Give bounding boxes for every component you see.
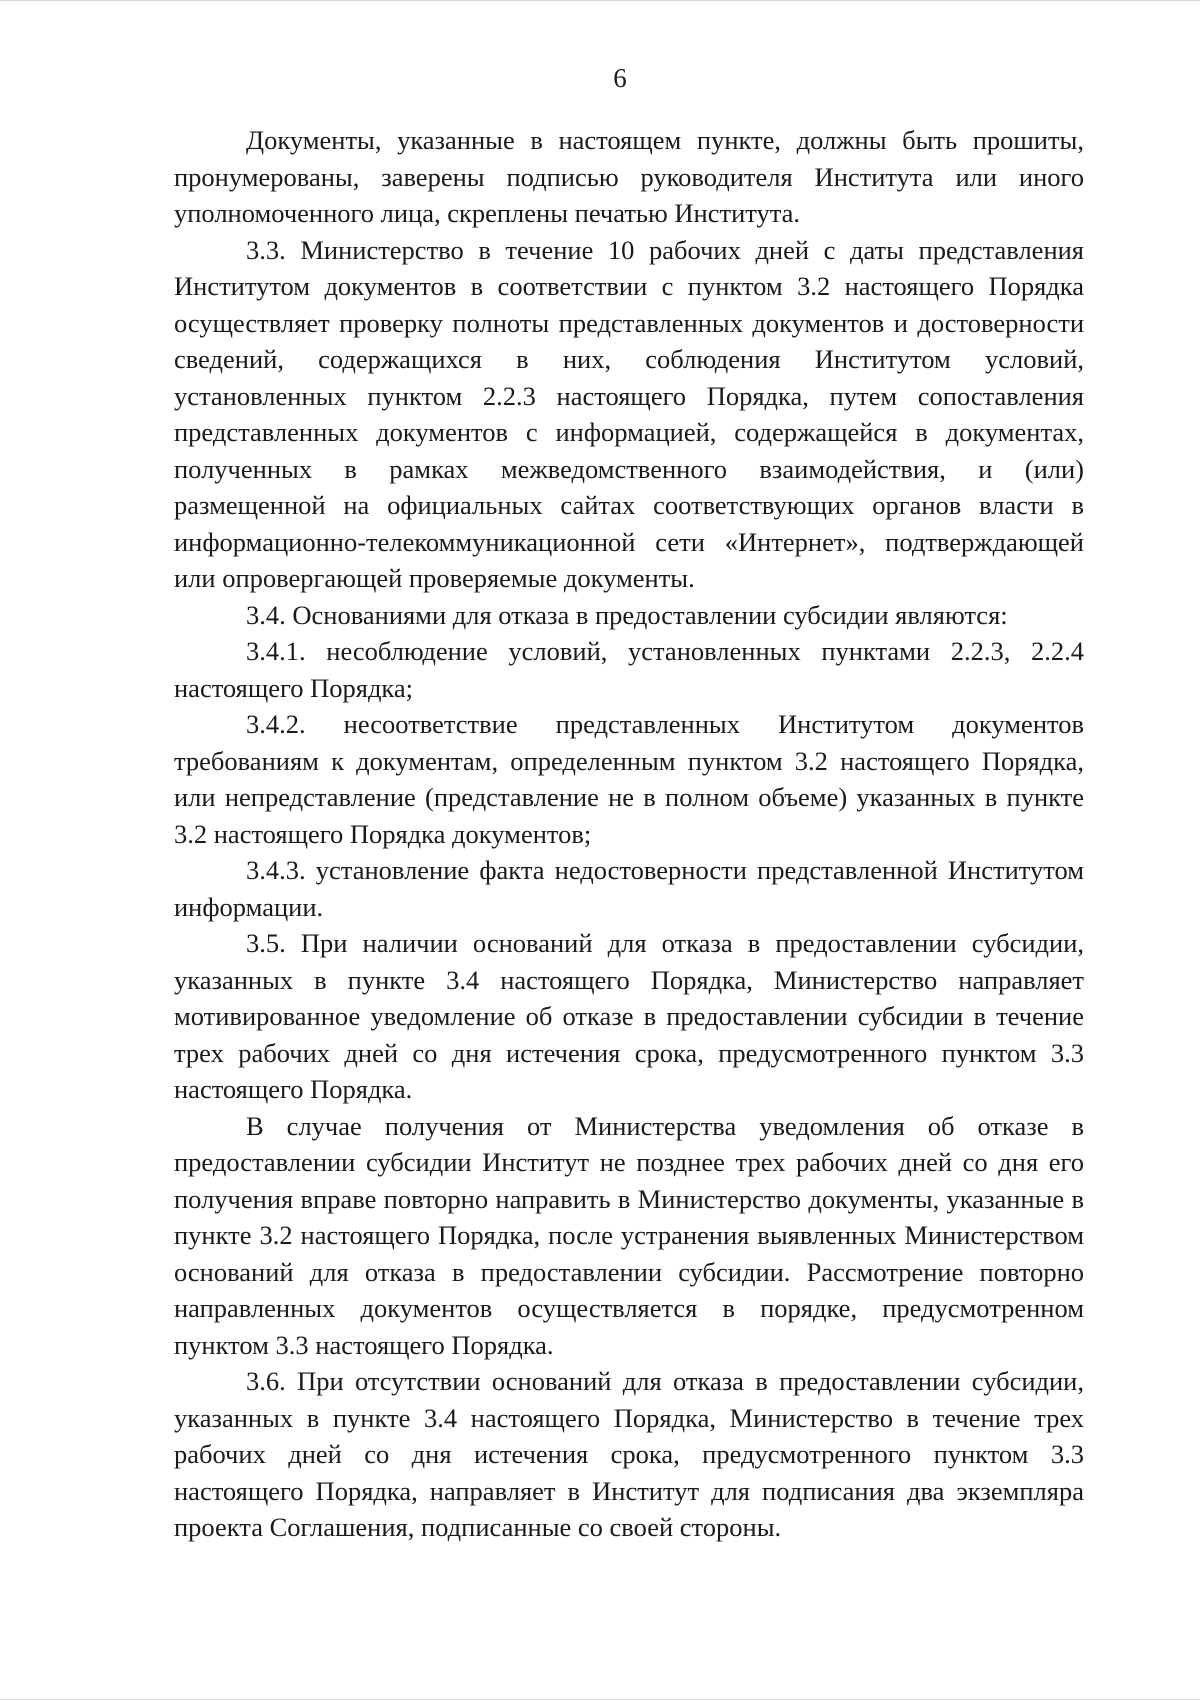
paragraph-documents-requirements: Документы, указанные в настоящем пункте, должны быть прошиты, пронумерованы, заверены подписью руководителя Института или иного уполномоченного лица, скреплены печатью Института. <box>174 125 1084 228</box>
paragraph-refusal-resubmission: В случае получения от Министерства уведомления об отказе в предоставлении субсидии Институт не позднее трех рабочих дней со дня его получения вправе повторно направить в Министерство документы, указанные в пункте 3.2 настоящего Порядка, после устранения выявленных Министерством оснований для отказа в предоставлении субсидии. Рассмотрение повторно направленных документов осуществляется в порядке, предусмотренном пунктом 3.3 настоящего Порядка. <box>174 1110 1084 1360</box>
document-body <box>174 122 1084 1546</box>
paragraph-3-6: 3.6. При отсутствии оснований для отказа в предоставлении субсидии, указанных в пункте 3.4 настоящего Порядка, Министерство в течение трех рабочих дней со дня истечения срока, предусмотренного пунктом 3.3 настоящего Порядка, направляет в Институт для подписания два экземпляра проекта Соглашения, подписанные со своей стороны. <box>174 1366 1084 1542</box>
paragraph-3-4: 3.4. Основаниями для отказа в предоставлении субсидии являются: <box>246 599 1008 630</box>
page-number: 6 <box>613 63 627 93</box>
paragraph-3-4-1: 3.4.1. несоблюдение условий, установленных пунктами 2.2.3, 2.2.4 настоящего Порядка; <box>174 636 1084 703</box>
paragraph-3-4-3: 3.4.3. установление факта недостоверности представленной Институтом информации. <box>174 855 1084 922</box>
paragraph-3-5: 3.5. При наличии оснований для отказа в предоставлении субсидии, указанных в пункте 3.4 настоящего Порядка, Министерство направляет мотивированное уведомление об отказе в предоставлении субсидии в течение трех рабочих дней со дня истечения срока, предусмотренного пунктом 3.3 настоящего Порядка. <box>174 928 1084 1104</box>
paragraph-3-3: 3.3. Министерство в течение 10 рабочих дней с даты представления Институтом документов в соответствии с пунктом 3.2 настоящего Порядка осуществляет проверку полноты представленных документов и достоверности сведений, содержащихся в них, соблюдения Институтом условий, установленных пунктом 2.2.3 настоящего Порядка, путем сопоставления представленных документов с информацией, содержащейся в документах, полученных в рамках межведомственного взаимодействия, и (или) размещенной на официальных сайтах соответствующих органов власти в информационно-телекоммуникационной сети «Интернет», подтверждающей или опровергающей проверяемые документы. <box>174 234 1084 593</box>
paragraph-3-4-2: 3.4.2. несоответствие представленных Институтом документов требованиям к документам, определенным пунктом 3.2 настоящего Порядка, или непредставление (представление не в полном объеме) указанных в пункте 3.2 настоящего Порядка документов; <box>174 709 1084 849</box>
